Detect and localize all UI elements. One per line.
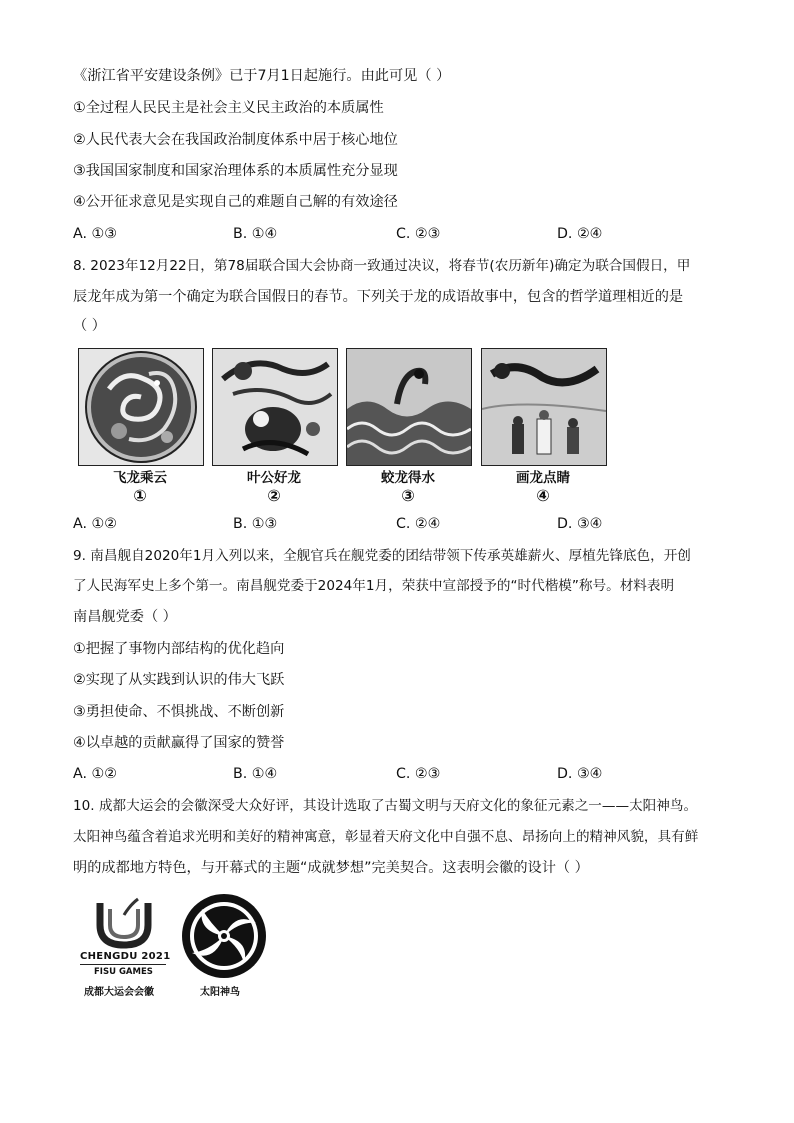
picture-flying-dragon [78, 348, 204, 466]
q8-option-b: B. ①③ [233, 516, 278, 532]
picture-2-caption: 叶公好龙 [247, 470, 301, 486]
sun-bird-emblem [178, 893, 270, 979]
chengdu-2021-text: CHENGDU 2021 [80, 951, 171, 962]
q9-option-a: A. ①② [73, 766, 117, 782]
picture-4-caption: 画龙点睛 [516, 470, 570, 486]
q9-item-1: ①把握了事物内部结构的优化趋向 [73, 641, 285, 657]
logo-caption: 成都大运会会徽 [84, 987, 154, 998]
q7-option-d: D. ②④ [557, 226, 603, 242]
q8-stem-line-3: （ ） [73, 318, 106, 334]
q9-item-3: ③勇担使命、不惧挑战、不断创新 [73, 704, 285, 720]
q7-item-4: ④公开征求意见是实现自己的难题自己解的有效途径 [73, 194, 398, 210]
q8-option-a: A. ①② [73, 516, 117, 532]
picture-2-number: ② [267, 486, 281, 505]
q10-stem-line-1: 10. 成都大运会的会徽深受大众好评，其设计选取了古蜀文明与天府文化的象征元素之一——太阳神鸟。 [73, 798, 698, 814]
q7-item-1: ①全过程人民民主是社会主义民主政治的本质属性 [73, 100, 384, 116]
q9-item-2: ②实现了从实践到认识的伟大飞跃 [73, 672, 285, 688]
q9-stem-line-2: 了人民海军史上多个第一。南昌舰党委于2024年1月，荣获中宣部授予的“时代楷模”称号。材料表明 [73, 578, 675, 594]
picture-ye-gong [212, 348, 338, 466]
logo-divider [80, 964, 166, 965]
q7-item-2: ②人民代表大会在我国政治制度体系中居于核心地位 [73, 132, 398, 148]
q9-option-b: B. ①④ [233, 766, 278, 782]
q7-option-a: A. ①③ [73, 226, 117, 242]
q7-item-3: ③我国国家制度和国家治理体系的本质属性充分显现 [73, 163, 398, 179]
q7-option-b: B. ①④ [233, 226, 278, 242]
picture-3-caption: 蛟龙得水 [381, 470, 435, 486]
chengdu-games-logo [78, 895, 171, 998]
q9-stem-line-1: 9. 南昌舰自2020年1月入列以来，全舰官兵在舰党委的团结带领下传承英雄薪火、厚植先锋底色，开创 [73, 548, 691, 564]
q8-option-c: C. ②④ [396, 516, 441, 532]
q9-stem-line-3: 南昌舰党委（ ） [73, 609, 177, 625]
q7-option-c: C. ②③ [396, 226, 441, 242]
q9-option-d: D. ③④ [557, 766, 603, 782]
q10-stem-line-2: 太阳神鸟蕴含着追求光明和美好的精神寓意，彰显着天府文化中自强不息、昂扬向上的精神风貌，具有鲜 [73, 829, 699, 845]
picture-dragon-water [346, 348, 472, 466]
picture-dotting-eyes [481, 348, 607, 466]
picture-1-number: ① [133, 486, 147, 505]
picture-4-number: ④ [536, 486, 550, 505]
fisu-games-text: FISU GAMES [94, 967, 153, 977]
q7-stem: 《浙江省平安建设条例》已于7月1日起施行。由此可见（ ） [73, 68, 451, 84]
picture-3-number: ③ [401, 486, 415, 505]
q8-stem-line-2: 辰龙年成为第一个确定为联合国假日的春节。下列关于龙的成语故事中，包含的哲学道理相近的是 [73, 289, 684, 305]
q9-item-4: ④以卓越的贡献赢得了国家的赞誉 [73, 735, 285, 751]
picture-1-caption: 飞龙乘云 [113, 470, 167, 486]
sun-bird-figure [176, 893, 272, 997]
q9-option-c: C. ②③ [396, 766, 441, 782]
chengdu-logo-mark [78, 895, 170, 950]
q8-stem-line-1: 8. 2023年12月22日，第78届联合国大会协商一致通过决议，将春节(农历新年)确定为联合国假日，甲 [73, 258, 691, 274]
q8-option-d: D. ③④ [557, 516, 603, 532]
q10-stem-line-3: 明的成都地方特色，与开幕式的主题“成就梦想”完美契合。这表明会徽的设计（ ） [73, 860, 589, 876]
sun-bird-caption: 太阳神鸟 [200, 987, 240, 998]
